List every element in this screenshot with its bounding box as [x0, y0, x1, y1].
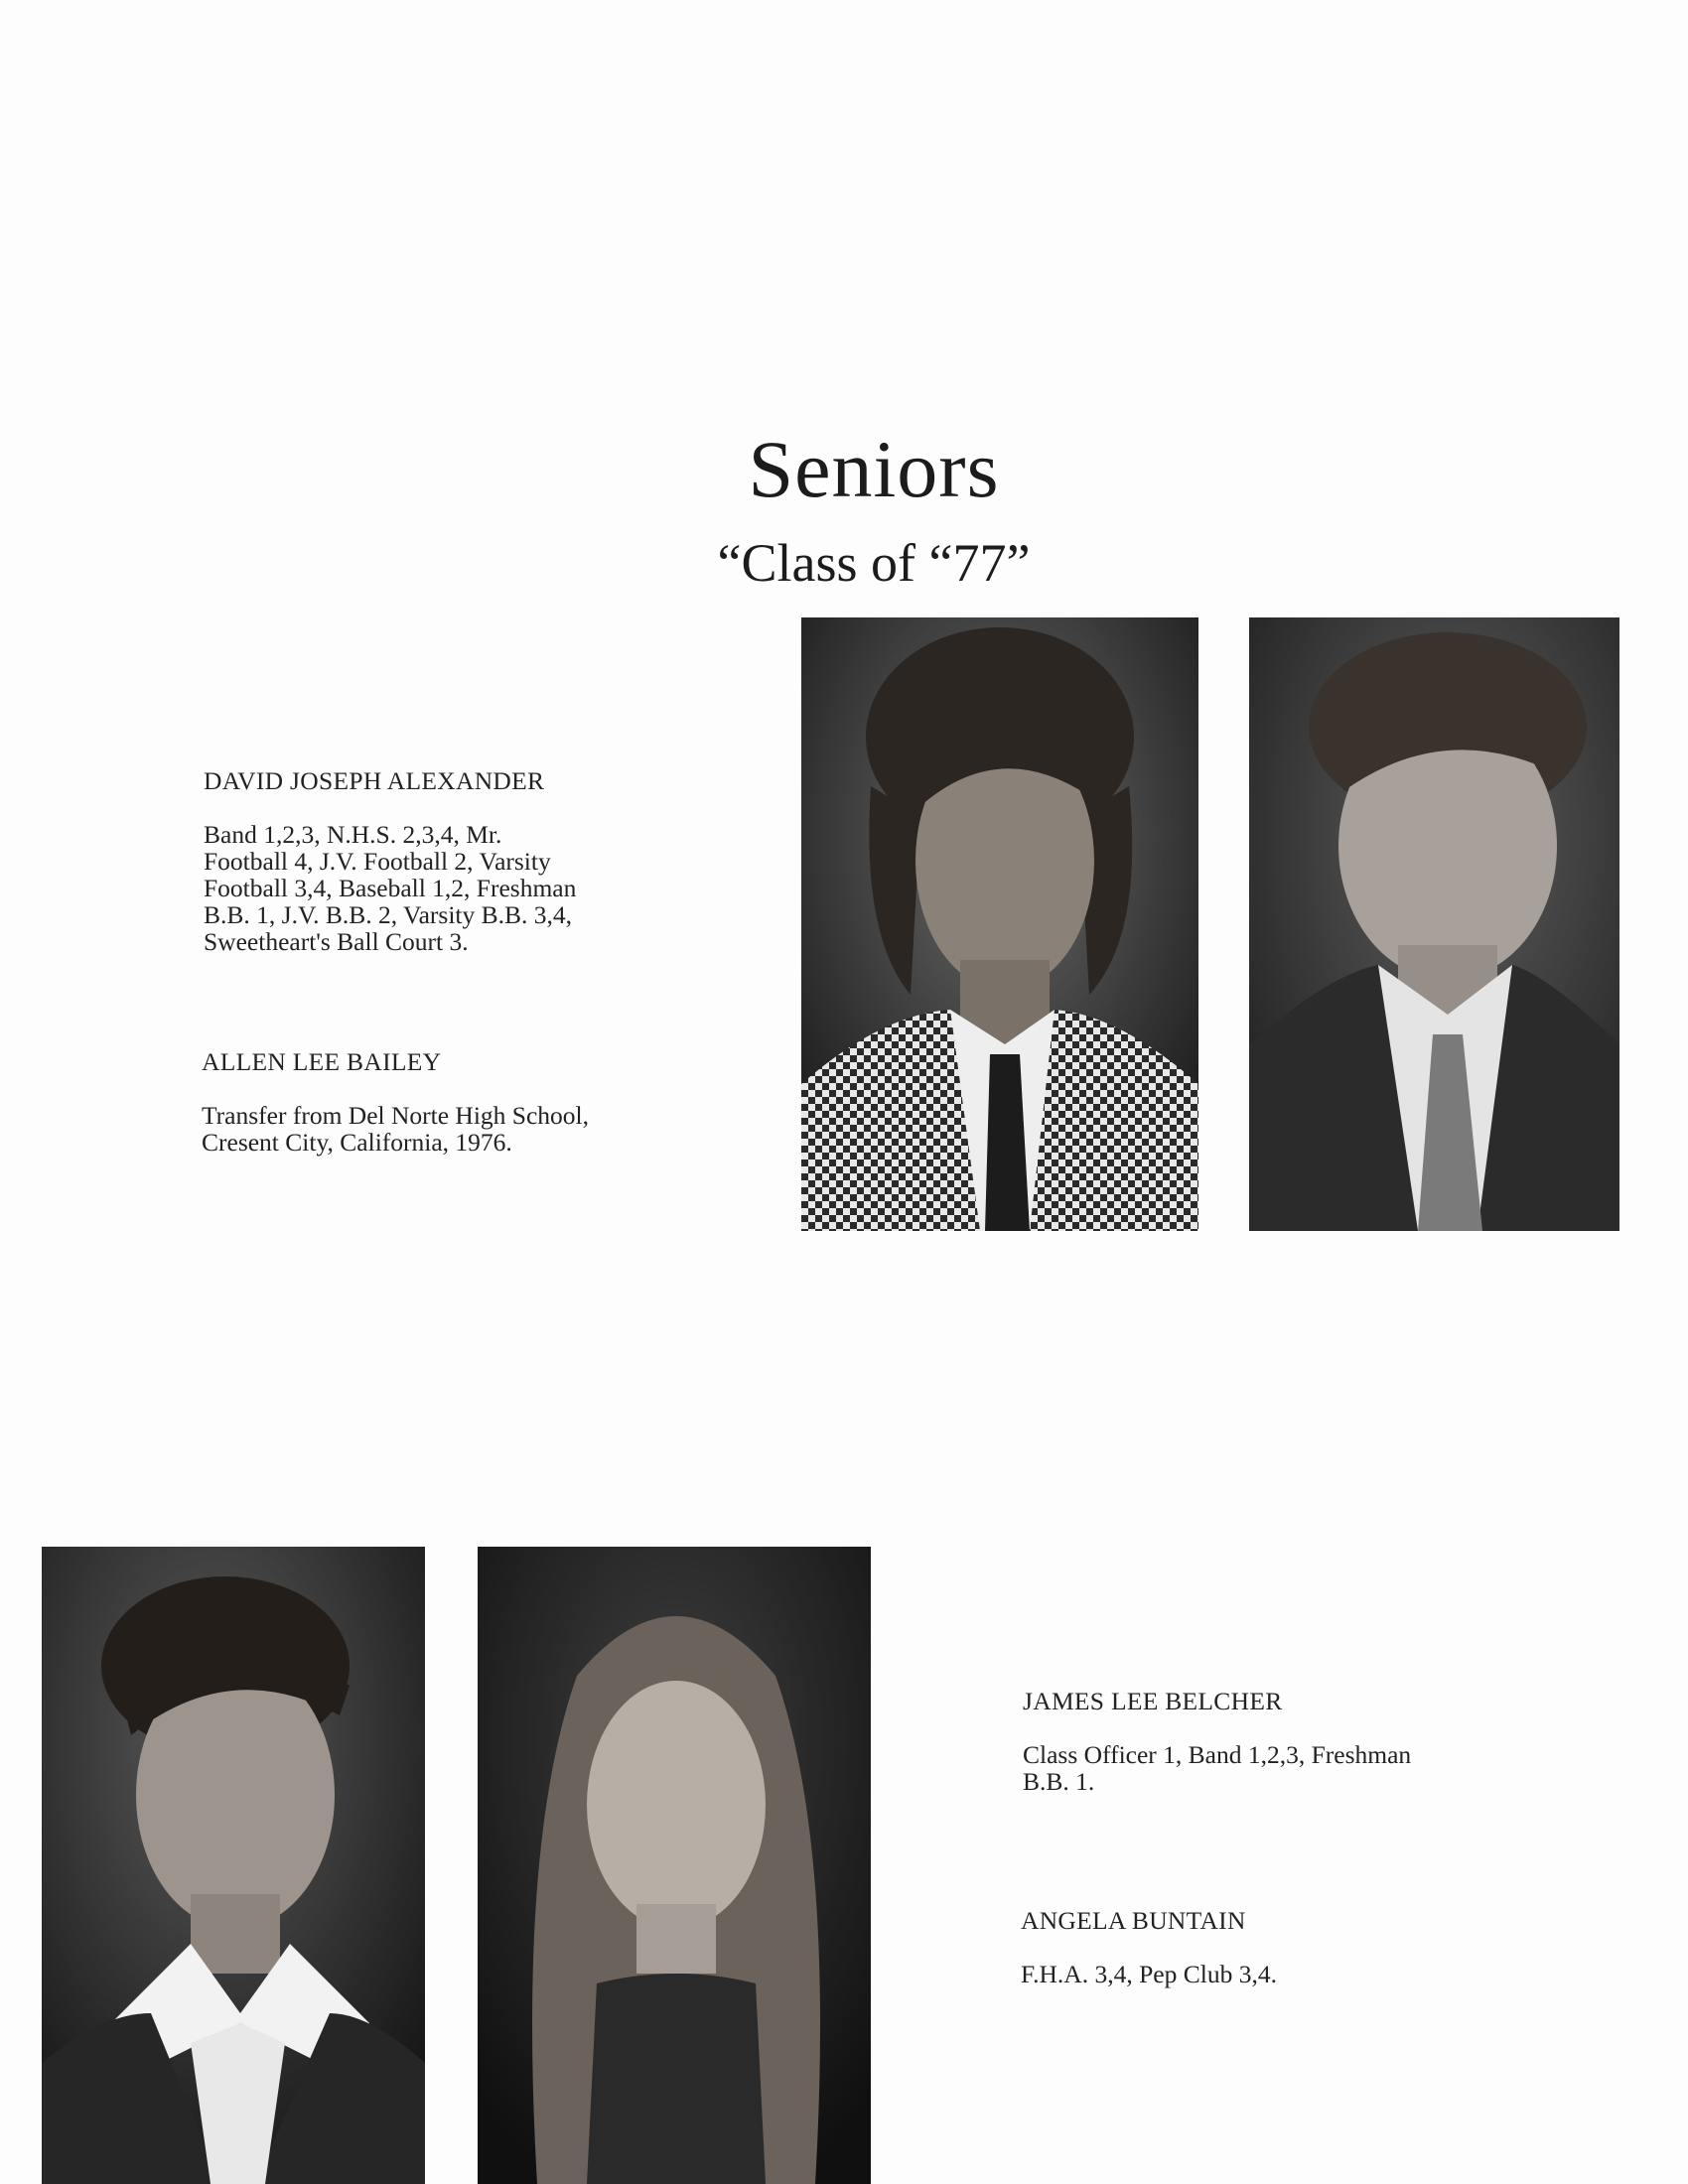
student-entry-belcher	[1023, 1661, 1539, 1822]
student-activities: Class Officer 1, Band 1,2,3, Freshman B.B. 1.	[1023, 1740, 1412, 1796]
page-subtitle: “Class of “77”	[717, 533, 1031, 593]
portrait-photo-belcher	[42, 1547, 425, 2184]
student-activities: F.H.A. 3,4, Pep Club 3,4.	[1021, 1960, 1277, 1988]
student-entry-alexander	[204, 741, 720, 982]
student-name: ALLEN LEE BAILEY	[202, 1047, 442, 1076]
student-name: JAMES LEE BELCHER	[1023, 1687, 1283, 1715]
student-entry-bailey	[202, 1022, 718, 1182]
portrait-photo-bailey	[1249, 617, 1619, 1231]
student-activities: Transfer from Del Norte High School, Cresent City, California, 1976.	[202, 1101, 589, 1157]
student-entry-buntain	[1021, 1880, 1537, 2014]
student-name: DAVID JOSEPH ALEXANDER	[204, 766, 545, 795]
student-name: ANGELA BUNTAIN	[1021, 1906, 1246, 1935]
portrait-photo-alexander	[801, 617, 1198, 1231]
page-title: Seniors	[748, 424, 1000, 514]
portrait-photo-buntain	[478, 1547, 871, 2184]
student-activities: Band 1,2,3, N.H.S. 2,3,4, Mr. Football 4, J.V. Football 2, Varsity Football 3,4, Baseball 1,2, Freshman B.B. 1, J.V. B.B. 2, Varsity B.B. 3,4, Sweetheart's Ball Court 3.	[204, 820, 577, 956]
